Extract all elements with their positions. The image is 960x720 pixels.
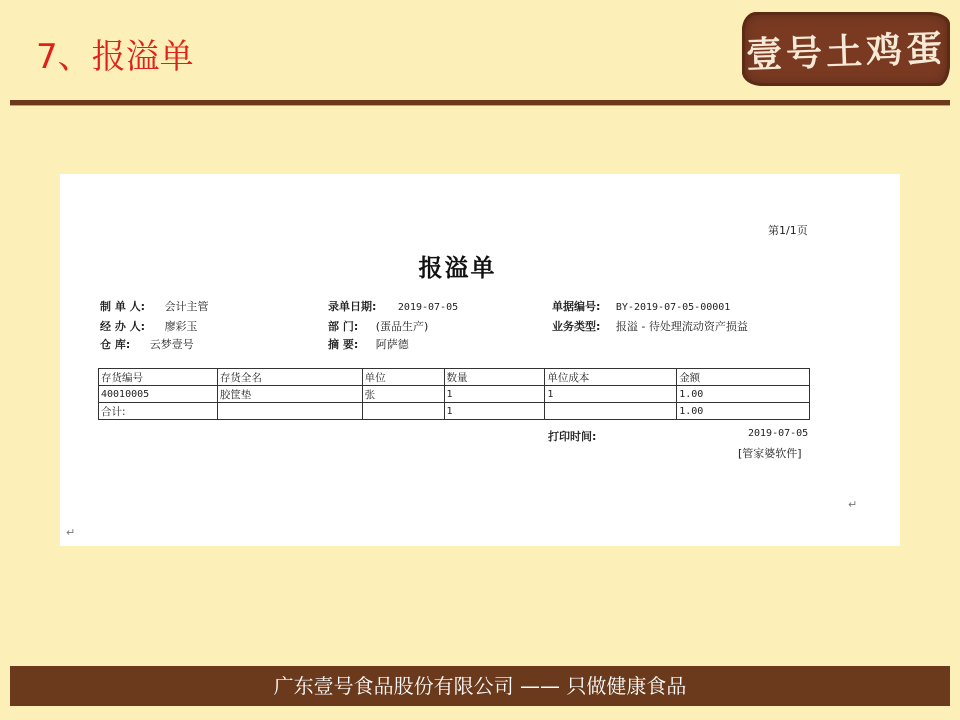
document-title: 报溢单 [418, 253, 497, 282]
meta-biz-type [552, 318, 748, 334]
maker-value: 会计主管 [164, 300, 209, 313]
meta-warehouse [100, 336, 194, 352]
amount-cell: 1.00 [677, 386, 810, 403]
biz-type-label: 业务类型: [552, 320, 601, 333]
header-cell: 单位 [362, 369, 444, 386]
quantity-cell: 1 [444, 386, 545, 403]
table-row [99, 386, 810, 403]
total-cell [362, 403, 444, 420]
total-cell [217, 403, 362, 420]
warehouse-label: 仓 库: [100, 338, 131, 351]
handler-label: 经 办 人: [100, 320, 146, 333]
header-cell: 数量 [444, 369, 545, 386]
dept-value: (蛋品生产) [375, 320, 429, 333]
overflow-items-table [98, 368, 810, 420]
handler-value: 廖彩玉 [164, 320, 198, 333]
doc-no-label: 单据编号: [552, 300, 601, 313]
entry-date-value: 2019-07-05 [397, 302, 459, 313]
print-time-label: 打印时间: [548, 430, 597, 443]
meta-entry-date [328, 298, 458, 314]
summary-label: 摘 要: [328, 338, 359, 351]
table-total-row [99, 403, 810, 420]
total-label-cell: 合计: [99, 403, 218, 420]
header-cell: 存货全名 [217, 369, 362, 386]
header-cell: 存货编号 [99, 369, 218, 386]
entry-date-label: 录单日期: [328, 300, 377, 313]
item-name-cell: 胶筐垫 [217, 386, 362, 403]
meta-handler [100, 318, 198, 334]
table-header-row [99, 369, 810, 386]
unit-cost-cell: 1 [545, 386, 677, 403]
paragraph-mark: ↵ [66, 526, 76, 539]
header-cell: 单位成本 [545, 369, 677, 386]
print-time-value: 2019-07-05 [748, 428, 809, 439]
logo-text: 壹号土鸡蛋 [745, 27, 947, 76]
page-number: 第1/1页 [768, 224, 808, 237]
total-quantity-cell: 1 [444, 403, 545, 420]
header-cell: 金额 [677, 369, 810, 386]
summary-value: 阿萨德 [375, 338, 409, 351]
brand-logo [742, 12, 950, 86]
maker-label: 制 单 人: [100, 300, 146, 313]
title-divider [10, 100, 950, 106]
software-name: [管家婆软件] [738, 447, 802, 460]
item-code-cell: 40010005 [99, 386, 218, 403]
meta-doc-no [552, 298, 730, 314]
meta-dept [328, 318, 428, 334]
footer-bar: 广东壹号食品股份有限公司 —— 只做健康食品 [10, 666, 950, 706]
meta-maker [100, 298, 209, 314]
document-image [60, 174, 900, 546]
paragraph-mark: ↵ [848, 498, 858, 511]
biz-type-value: 报溢 - 待处理流动资产损益 [615, 320, 748, 333]
total-cell [545, 403, 677, 420]
dept-label: 部 门: [328, 320, 359, 333]
slide-title: 7、报溢单 [36, 37, 194, 77]
doc-no-value: BY-2019-07-05-00001 [615, 302, 731, 313]
warehouse-value: 云梦壹号 [149, 338, 194, 351]
unit-cell: 张 [362, 386, 444, 403]
total-amount-cell: 1.00 [677, 403, 810, 420]
meta-summary [328, 336, 409, 352]
